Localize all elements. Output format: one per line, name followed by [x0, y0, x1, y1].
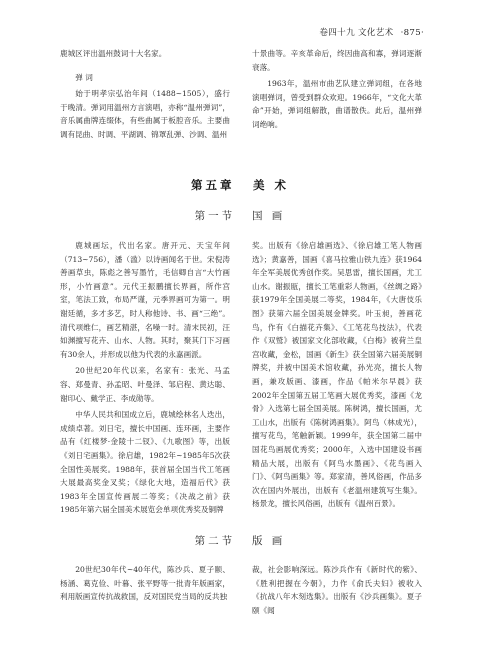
column-top-right [252, 47, 422, 132]
section-title: 国 画 [251, 210, 286, 222]
paragraph: 奖。出版有《徐启雄画选》、《徐启雄工笔人物画选》；黄嘉善，国画《喜马拉雅山铁九连》获1964年全军美展优秀创作奖。吴思雷，擅长国画，尤工山水。谢振瓯，擅长工笔重彩人物画，《丝绸之路》获1979年全国美展二等奖，1984年，《大唐伎乐图》获第六届全国美展金牌奖。叶玉昶，善画花鸟，作有《白描花卉集》、《工笔花鸟技法》，代表作《双鹫》被国家文化部收藏，《白梅》被荷兰皇宫收藏，金松，国画《新生》获全国第六届美展铜牌奖，并被中国美术馆收藏，孙光亮，擅长人物画，兼攻版画、漆画，作品《帕米尔早晨》获2002年全国第五届工笔画大展优秀奖，漆画《龙骨》入选第七届全国美展。陈树鸿，擅长国画，尤工山水，出版有《陈树鸿画集》。阿鸟（林成光），擅写花鸟，笔触新颖。1999年，获全国第二届中国花鸟画展优秀奖；2000年，入选中国建设书画精品大展，出版有《阿鸟水墨画》、《花鸟画入门》、《阿鸟画集》等。郑家清，善风俗画，作品多次在国内外展出，出版有《老温州建筑写生集》。杨景龙，擅长风俗画，出版有《温州百景》。 [252, 241, 422, 509]
column-mid-right [252, 239, 422, 511]
header-title: 卷四十九 文化艺术 [319, 28, 394, 38]
column-mid-left [60, 239, 230, 517]
column-bottom-left [60, 563, 230, 604]
page-number: ·875· [400, 28, 424, 38]
column-bottom-right [252, 563, 422, 617]
paragraph: 20世纪20年代以来，名家有：张光、马孟容、郑曼青、孙孟昭、叶曼泽、邹启程、黄达聪、谢印心、戴学正、李成勋等。 [60, 366, 230, 403]
running-header [319, 26, 424, 38]
chapter-title: 美 术 [252, 178, 289, 192]
section-heading-1 [0, 208, 480, 223]
paragraph: 裁，社会影响深远。陈沙兵作有《新时代的紫》、《胜利把握在今朝》，力作《俞氏夫妇》被收入《抗战八年木刻选集》。出版有《沙兵画集》。夏子颐《闻 [252, 565, 422, 615]
paragraph: 鹿城区评出温州鼓词十大名家。 [60, 49, 167, 58]
section-title: 版 画 [251, 535, 286, 547]
section-heading-2 [0, 533, 480, 548]
section-number: 第一节 [194, 210, 236, 222]
paragraph: 十景曲等。辛亥革命后，终因曲高和寡，弹词逐渐衰落。 [252, 49, 422, 72]
paragraph: 鹿城画坛，代出名家。唐开元、天宝年间（713~756），潘（滥）以诗画闻名于世。宋倪涛善画草虫，陈彪之善写墨竹，毛信卿自言“大竹画形，小竹画意”。元代王振鹏擅长界画，所作宫室，笔法工致，布局严谨，元季界画可为第一。明谢廷循，多才多艺，时人称他诗、书、画“三绝”。清代项维仁，画艺精湛，名噪一时。清末民初，汪如渊擅写花卉、山水、人物。其时，聚其门下习画有30余人，并形成以他为代表的永嘉画派。 [60, 241, 230, 359]
column-top-left [60, 47, 230, 142]
paragraph: 1963年，温州市曲艺队建立弹词组，在各地演唱弹词，曾受到群众欢迎。1966年，“文化大革命”开始，弹词组解散，曲谱散佚。此后，温州弹词绝响。 [252, 79, 422, 129]
section-number: 第二节 [194, 535, 236, 547]
paragraph: 始于明孝宗弘治年间（1488~1505），盛行于晚清。弹词用温州方言演唱，亦称“温州弹词”，音乐属曲牌连缀体，有些曲属于板腔音乐。主要曲调有昆曲、时调、平湖调、锦罩乱弹、沙调、温州 [60, 89, 230, 139]
chapter-number: 第五章 [191, 178, 235, 192]
subsection-title: 弹 词 [75, 72, 93, 82]
chapter-heading [0, 177, 480, 193]
paragraph: 20世纪30年代~40年代，陈沙兵、夏子颐、杨涵、葛克俭、叶暮、张平野等一批青年版画家，利用版画宣传抗战救国，反对国民党当局的反共独 [60, 565, 230, 602]
paragraph: 中华人民共和国成立后，鹿城绘林名人迭出，成绩卓著。刘日宅，擅长中国画、连环画，主要作品有《红楼梦·金陵十二钗》、《九歌图》等，出版《刘日宅画集》。徐启雄，1982年~1985年5次获全国性美展奖。1988年，获首届全国当代工笔画大展最高奖金叉奖；《绿化大地，造福后代》获1983年全国宣传画展二等奖；《决战之前》获1985年第六届全国美术展览会单项优秀奖及铜牌 [60, 410, 230, 515]
